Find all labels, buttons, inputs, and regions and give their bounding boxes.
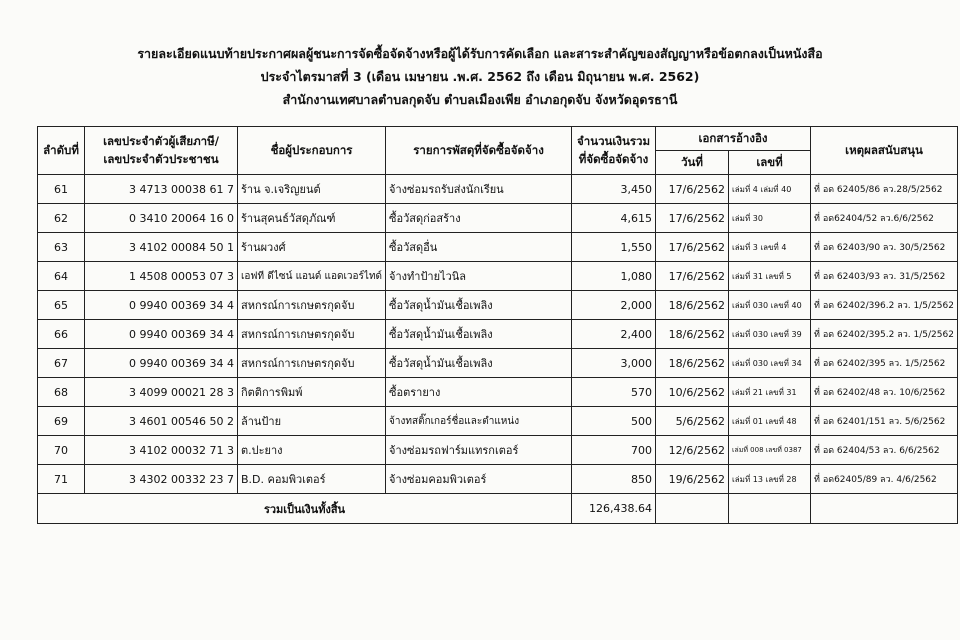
cell-vendor: ร้านผวงศ์ xyxy=(238,233,386,262)
cell-item: ซื้อตรายาง xyxy=(386,378,572,407)
document-header xyxy=(0,42,960,111)
cell-date: 17/6/2562 xyxy=(656,233,729,262)
cell-number: เล่มที่ 030 เลขที่ 34 xyxy=(729,349,811,378)
cell-number: เล่มที่ 21 เลขที่ 31 xyxy=(729,378,811,407)
header-vendor: ชื่อผู้ประกอบการ xyxy=(238,127,386,175)
table-row xyxy=(38,378,958,407)
cell-amount: 570 xyxy=(572,378,656,407)
table-row xyxy=(38,291,958,320)
cell-number: เล่มที่ 3 เลขที่ 4 xyxy=(729,233,811,262)
cell-no: 63 xyxy=(38,233,85,262)
cell-amount: 2,400 xyxy=(572,320,656,349)
total-empty-date xyxy=(656,494,729,524)
header-tax-id xyxy=(85,127,238,175)
table-row xyxy=(38,233,958,262)
document-period: ประจำไตรมาสที่ 3 (เดือน เมษายน .พ.ศ. 2562 ถึง เดือน มิถุนายน พ.ศ. 2562) xyxy=(260,69,700,84)
header-reason: เหตุผลสนับสนุน xyxy=(811,127,958,175)
table-row xyxy=(38,465,958,494)
cell-number: เล่มที่ 030 เลขที่ 39 xyxy=(729,320,811,349)
cell-vendor: สหกรณ์การเกษตรกุดจับ xyxy=(238,320,386,349)
cell-reason: ที่ อด 62404/53 ลว. 6/6/2562 xyxy=(811,436,958,465)
cell-vendor: ร้าน จ.เจริญยนต์ xyxy=(238,175,386,204)
cell-no: 68 xyxy=(38,378,85,407)
cell-item: จ้างทสติ๊กเกอร์ชื่อและตำแหน่ง xyxy=(386,407,572,436)
header-tax-id-line2: เลขประจำตัวประชาชน xyxy=(103,151,219,166)
header-tax-id-line1: เลขประจำตัวผู้เสียภาษี/ xyxy=(103,133,219,148)
cell-tax-id: 3 4099 00021 28 3 xyxy=(85,378,238,407)
cell-reason: ที่ อด62405/89 ลว. 4/6/2562 xyxy=(811,465,958,494)
cell-tax-id: 0 9940 00369 34 4 xyxy=(85,349,238,378)
cell-amount: 3,000 xyxy=(572,349,656,378)
cell-reason: ที่ อด 62402/396.2 ลว. 1/5/2562 xyxy=(811,291,958,320)
cell-item: ซื้อวัสดุน้ำมันเชื้อเพลิง xyxy=(386,320,572,349)
total-empty-reason xyxy=(811,494,958,524)
cell-tax-id: 3 4601 00546 50 2 xyxy=(85,407,238,436)
cell-reason: ที่ อด 62402/48 ลว. 10/6/2562 xyxy=(811,378,958,407)
cell-tax-id: 1 4508 00053 07 3 xyxy=(85,262,238,291)
cell-number: เล่มที่ 01 เลขที่ 48 xyxy=(729,407,811,436)
cell-number: เล่มที่ 13 เลขที่ 28 xyxy=(729,465,811,494)
cell-item: ซื้อวัสดุอื่น xyxy=(386,233,572,262)
cell-item: จ้างซ่อมรถฟาร์มแทรกเตอร์ xyxy=(386,436,572,465)
cell-date: 5/6/2562 xyxy=(656,407,729,436)
cell-date: 18/6/2562 xyxy=(656,291,729,320)
cell-amount: 4,615 xyxy=(572,204,656,233)
cell-tax-id: 0 9940 00369 34 4 xyxy=(85,291,238,320)
cell-item: จ้างซ่อมคอมพิวเตอร์ xyxy=(386,465,572,494)
cell-amount: 2,000 xyxy=(572,291,656,320)
cell-amount: 700 xyxy=(572,436,656,465)
cell-reason: ที่ อด 62402/395 ลว. 1/5/2562 xyxy=(811,349,958,378)
table-row xyxy=(38,349,958,378)
document-office: สำนักงานเทศบาลตำบลกุดจับ ตำบลเมืองเพีย อำเภอกุดจับ จังหวัดอุดรธานี xyxy=(282,92,678,107)
header-amount-line2: ที่จัดซื้อจัดจ้าง xyxy=(578,151,649,166)
cell-tax-id: 0 9940 00369 34 4 xyxy=(85,320,238,349)
table-row xyxy=(38,436,958,465)
cell-reason: ที่ อด 62402/395.2 ลว. 1/5/2562 xyxy=(811,320,958,349)
cell-vendor: เอฟที ดีไซน์ แอนด์ แอดเวอร์ไทด์ xyxy=(238,262,386,291)
cell-item: ซื้อวัสดุก่อสร้าง xyxy=(386,204,572,233)
cell-amount: 1,550 xyxy=(572,233,656,262)
cell-amount: 500 xyxy=(572,407,656,436)
cell-number: เล่มที่ 008 เลขที่ 0387 xyxy=(729,436,811,465)
cell-date: 12/6/2562 xyxy=(656,436,729,465)
cell-no: 67 xyxy=(38,349,85,378)
total-label: รวมเป็นเงินทั้งสิ้น xyxy=(38,494,572,524)
cell-date: 18/6/2562 xyxy=(656,349,729,378)
table-row xyxy=(38,320,958,349)
cell-item: ซื้อวัสดุน้ำมันเชื้อเพลิง xyxy=(386,291,572,320)
table-row xyxy=(38,204,958,233)
cell-amount: 3,450 xyxy=(572,175,656,204)
table-row xyxy=(38,262,958,291)
cell-no: 61 xyxy=(38,175,85,204)
cell-amount: 850 xyxy=(572,465,656,494)
cell-reason: ที่ อด 62401/151 ลว. 5/6/2562 xyxy=(811,407,958,436)
cell-no: 71 xyxy=(38,465,85,494)
cell-tax-id: 3 4713 00038 61 7 xyxy=(85,175,238,204)
cell-no: 69 xyxy=(38,407,85,436)
header-docs: เอกสารอ้างอิง xyxy=(656,127,811,151)
header-date: วันที่ xyxy=(656,151,729,175)
cell-date: 17/6/2562 xyxy=(656,262,729,291)
cell-date: 17/6/2562 xyxy=(656,204,729,233)
header-no: ลำดับที่ xyxy=(38,127,85,175)
cell-reason: ที่ อด62404/52 ลว.6/6/2562 xyxy=(811,204,958,233)
cell-number: เล่มที่ 30 xyxy=(729,204,811,233)
cell-number: เล่มที่ 31 เลขที่ 5 xyxy=(729,262,811,291)
cell-vendor: ล้านป้าย xyxy=(238,407,386,436)
table-row xyxy=(38,175,958,204)
cell-date: 10/6/2562 xyxy=(656,378,729,407)
cell-tax-id: 3 4102 00084 50 1 xyxy=(85,233,238,262)
cell-tax-id: 0 3410 20064 16 0 xyxy=(85,204,238,233)
cell-vendor: กิตติการพิมพ์ xyxy=(238,378,386,407)
cell-item: จ้างซ่อมรถรับส่งนักเรียน xyxy=(386,175,572,204)
procurement-table xyxy=(37,126,958,524)
cell-date: 18/6/2562 xyxy=(656,320,729,349)
cell-amount: 1,080 xyxy=(572,262,656,291)
cell-number: เล่มที่ 4 เล่มที่ 40 xyxy=(729,175,811,204)
cell-date: 19/6/2562 xyxy=(656,465,729,494)
cell-tax-id: 3 4102 00032 71 3 xyxy=(85,436,238,465)
cell-no: 64 xyxy=(38,262,85,291)
cell-reason: ที่ อด 62403/93 ลว. 31/5/2562 xyxy=(811,262,958,291)
header-amount-line1: จำนวนเงินรวม xyxy=(577,133,651,148)
cell-no: 70 xyxy=(38,436,85,465)
cell-tax-id: 3 4302 00332 23 7 xyxy=(85,465,238,494)
cell-no: 65 xyxy=(38,291,85,320)
cell-item: ซื้อวัสดุน้ำมันเชื้อเพลิง xyxy=(386,349,572,378)
cell-vendor: ร้านสุคนธ์วัสดุภัณฑ์ xyxy=(238,204,386,233)
cell-vendor: ต.ปะยาง xyxy=(238,436,386,465)
cell-item: จ้างทำป้ายไวนิล xyxy=(386,262,572,291)
cell-no: 66 xyxy=(38,320,85,349)
cell-no: 62 xyxy=(38,204,85,233)
total-row xyxy=(38,494,958,524)
cell-date: 17/6/2562 xyxy=(656,175,729,204)
total-amount: 126,438.64 xyxy=(572,494,656,524)
cell-reason: ที่ อด 62403/90 ลว. 30/5/2562 xyxy=(811,233,958,262)
cell-vendor: B.D. คอมพิวเตอร์ xyxy=(238,465,386,494)
cell-vendor: สหกรณ์การเกษตรกุดจับ xyxy=(238,349,386,378)
header-number: เลขที่ xyxy=(729,151,811,175)
header-item: รายการพัสดุที่จัดซื้อจัดจ้าง xyxy=(386,127,572,175)
table-row xyxy=(38,407,958,436)
total-empty-number xyxy=(729,494,811,524)
header-amount xyxy=(572,127,656,175)
cell-vendor: สหกรณ์การเกษตรกุดจับ xyxy=(238,291,386,320)
cell-reason: ที่ อด 62405/86 ลว.28/5/2562 xyxy=(811,175,958,204)
document-title: รายละเอียดแนบท้ายประกาศผลผู้ชนะการจัดซื้อจัดจ้างหรือผู้ได้รับการคัดเลือก และสาระสำคัญของสัญญาหรือข้อตกลงเป็นหนังสือ xyxy=(137,46,823,61)
cell-number: เล่มที่ 030 เลขที่ 40 xyxy=(729,291,811,320)
